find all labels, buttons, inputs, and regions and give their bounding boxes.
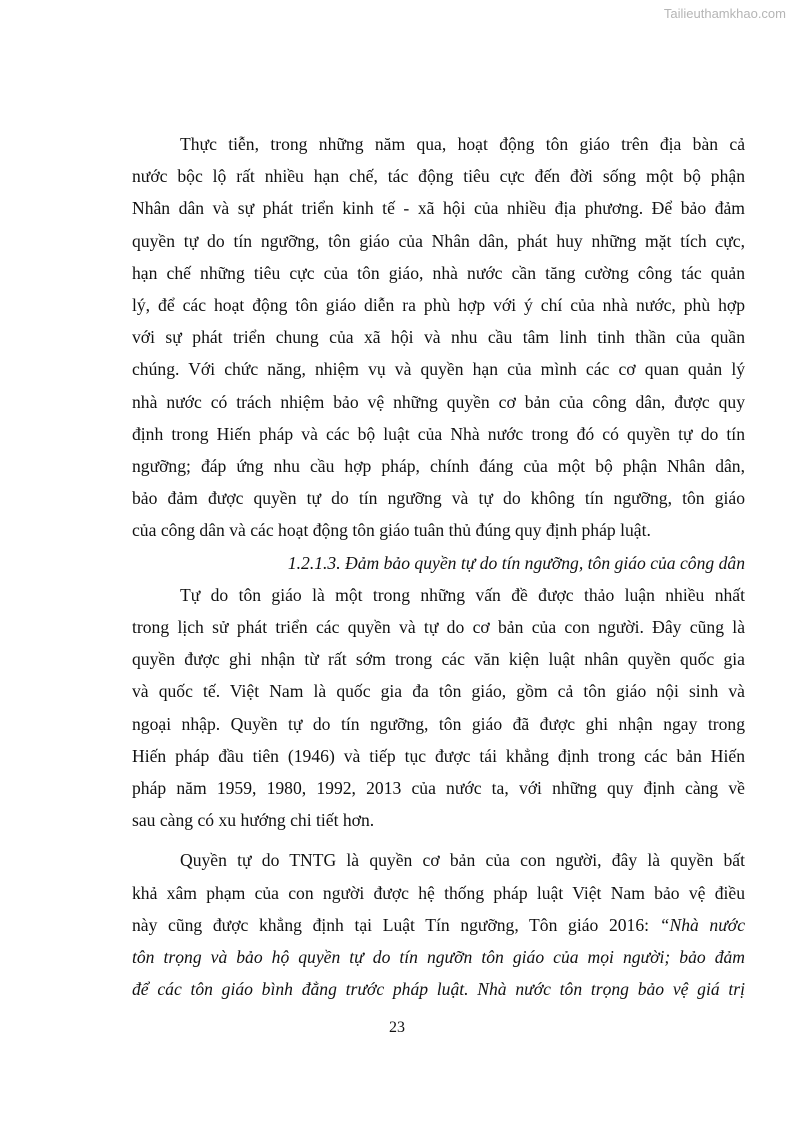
- text-line: trong lịch sử phát triển các quyền và tự do cơ bản của con người. Đây cũng là: [132, 617, 745, 638]
- text-line: bảo đảm được quyền tự do tín ngưỡng và tự do không tín ngưỡng, tôn giáo: [132, 488, 745, 509]
- text-segment: này cũng được khẳng định tại Luật Tín ngưỡng, Tôn giáo 2016:: [132, 914, 660, 935]
- paragraph-3: [132, 844, 745, 1005]
- text-line: với sự phát triển chung của xã hội và nhu cầu tâm linh tinh thần của quần: [132, 327, 745, 348]
- text-line: ngưỡng; đáp ứng nhu cầu hợp pháp, chính đáng của một bộ phận Nhân dân,: [132, 456, 745, 477]
- text-line: nước bộc lộ rất nhiều hạn chế, tác động tiêu cực đến đời sống một bộ phận: [132, 166, 745, 187]
- quote-line: để các tôn giáo bình đẳng trước pháp luật. Nhà nước tôn trọng bảo vệ giá trị: [132, 979, 745, 1000]
- text-line: nhà nước có trách nhiệm bảo vệ những quyền cơ bản của công dân, được quy: [132, 391, 745, 412]
- text-line: hạn chế những tiêu cực của tôn giáo, nhà nước cần tăng cường công tác quản: [132, 262, 745, 283]
- text-line: lý, để các hoạt động tôn giáo diễn ra phù hợp với ý chí của nhà nước, phù hợp: [132, 295, 745, 316]
- text-line: định trong Hiến pháp và các bộ luật của Nhà nước trong đó có quyền tự do tín: [132, 423, 745, 444]
- text-line: pháp năm 1959, 1980, 1992, 2013 của nước ta, với những quy định càng về: [132, 778, 745, 799]
- text-line: sau càng có xu hướng chi tiết hơn.: [132, 810, 375, 831]
- quote-segment: “Nhà nước: [659, 914, 746, 935]
- text-line: quyền tự do tín ngưỡng, tôn giáo của Nhân dân, phát huy những mặt tích cực,: [132, 230, 745, 251]
- paragraph-2: [132, 579, 745, 837]
- text-line: quyền được ghi nhận từ rất sớm trong các văn kiện luật nhân quyền quốc gia: [132, 649, 745, 670]
- text-line: [132, 909, 745, 941]
- text-line: khả xâm phạm của con người được hệ thống pháp luật Việt Nam bảo vệ điều: [132, 882, 745, 903]
- page-body: [132, 128, 745, 1005]
- text-line: Nhân dân và sự phát triển kinh tế - xã hội của nhiều địa phương. Để bảo đảm: [132, 198, 745, 219]
- text-line: Thực tiễn, trong những năm qua, hoạt động tôn giáo trên địa bàn cả: [180, 134, 745, 154]
- page-number: 23: [389, 1019, 405, 1036]
- section-heading: 1.2.1.3. Đảm bảo quyền tự do tín ngưỡng, tôn giáo của công dân: [287, 552, 745, 573]
- quote-line: tôn trọng và bảo hộ quyền tự do tín ngưỡn tôn giáo của mọi người; bảo đảm: [132, 947, 745, 968]
- text-line: chúng. Với chức năng, nhiệm vụ và quyền hạn của mình các cơ quan quản lý: [132, 359, 745, 380]
- text-line: và quốc tế. Việt Nam là quốc gia đa tôn giáo, gồm cả tôn giáo nội sinh và: [132, 681, 745, 702]
- text-line: của công dân và các hoạt động tôn giáo tuân thủ đúng quy định pháp luật.: [132, 520, 651, 541]
- text-line: Quyền tự do TNTG là quyền cơ bản của con người, đây là quyền bất: [180, 850, 745, 871]
- text-line: Hiến pháp đầu tiên (1946) và tiếp tục được tái khẳng định trong các bản Hiến: [132, 745, 745, 766]
- paragraph-1: [132, 128, 745, 547]
- text-line: ngoại nhập. Quyền tự do tín ngưỡng, tôn giáo đã được ghi nhận ngay trong: [132, 713, 745, 734]
- watermark: Tailieuthamkhao.com: [663, 6, 786, 21]
- text-line: Tự do tôn giáo là một trong những vấn đề được thảo luận nhiều nhất: [180, 584, 745, 605]
